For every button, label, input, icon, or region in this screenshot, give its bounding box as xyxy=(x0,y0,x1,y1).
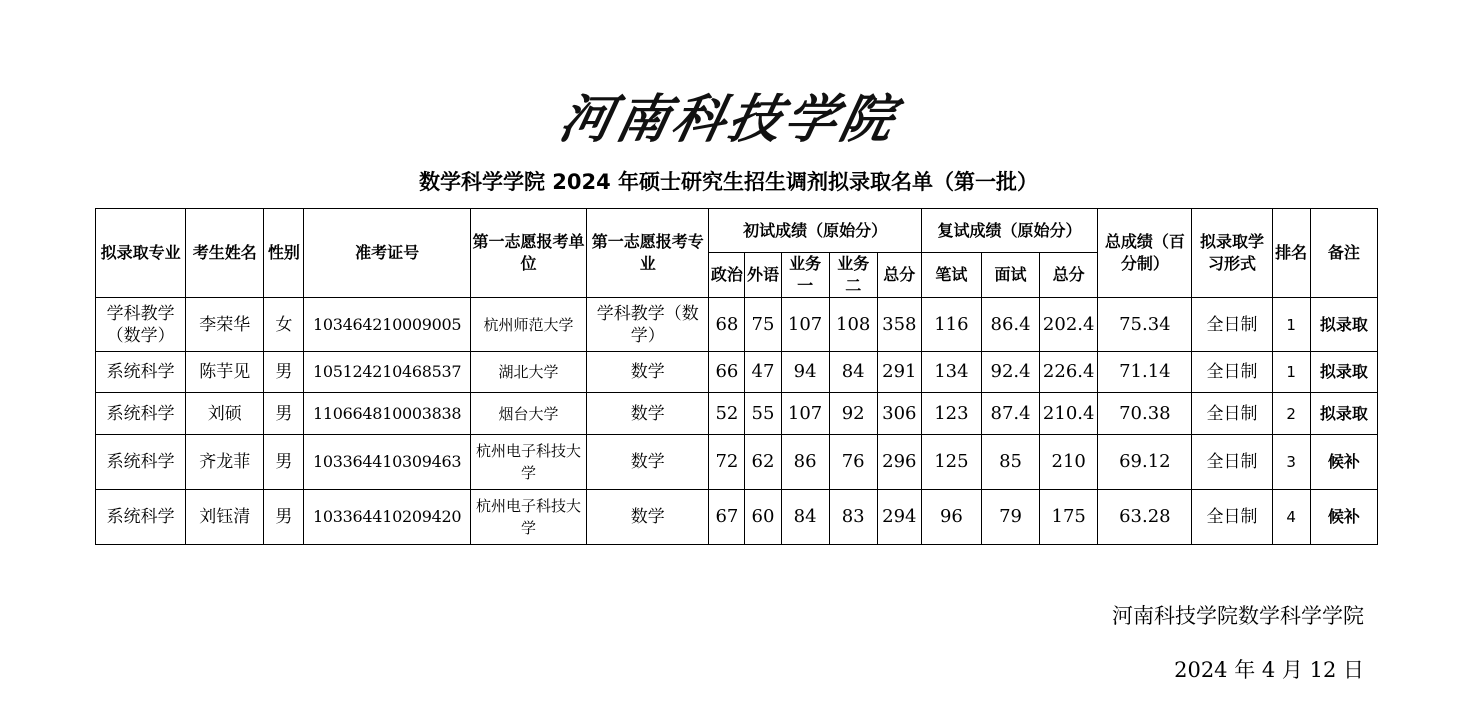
cell-major: 学科教学（数学） xyxy=(96,298,186,352)
cell-written: 125 xyxy=(921,435,981,490)
header-rank: 排名 xyxy=(1272,209,1310,298)
cell-foreign: 47 xyxy=(745,352,781,393)
cell-study-mode: 全日制 xyxy=(1192,490,1272,545)
header-politics: 政治 xyxy=(709,253,745,298)
cell-retest-total: 210 xyxy=(1040,435,1098,490)
cell-written: 116 xyxy=(921,298,981,352)
cell-subject2: 108 xyxy=(829,298,877,352)
header-study-mode: 拟录取学习形式 xyxy=(1192,209,1272,298)
header-gender: 性别 xyxy=(264,209,304,298)
cell-name: 李荣华 xyxy=(186,298,264,352)
header-name: 考生姓名 xyxy=(186,209,264,298)
cell-first-major: 数学 xyxy=(587,490,709,545)
cell-politics: 72 xyxy=(709,435,745,490)
cell-gender: 男 xyxy=(264,435,304,490)
cell-retest-total: 175 xyxy=(1040,490,1098,545)
cell-written: 96 xyxy=(921,490,981,545)
cell-first-unit: 杭州师范大学 xyxy=(470,298,586,352)
cell-total-score: 71.14 xyxy=(1098,352,1192,393)
cell-first-unit: 杭州电子科技大学 xyxy=(470,435,586,490)
cell-prelim-total: 358 xyxy=(877,298,921,352)
cell-rank: 1 xyxy=(1272,352,1310,393)
header-prelim-group: 初试成绩（原始分） xyxy=(709,209,921,253)
admission-table xyxy=(95,208,1378,545)
header-foreign: 外语 xyxy=(745,253,781,298)
header-retest-group: 复试成绩（原始分） xyxy=(921,209,1097,253)
cell-retest-total: 210.4 xyxy=(1040,393,1098,435)
header-major: 拟录取专业 xyxy=(96,209,186,298)
cell-prelim-total: 296 xyxy=(877,435,921,490)
cell-rank: 2 xyxy=(1272,393,1310,435)
cell-name: 齐龙菲 xyxy=(186,435,264,490)
cell-first-unit: 湖北大学 xyxy=(470,352,586,393)
cell-exam-id: 103364410309463 xyxy=(304,435,470,490)
cell-subject1: 107 xyxy=(781,298,829,352)
header-interview: 面试 xyxy=(981,253,1039,298)
cell-first-major: 学科教学（数学） xyxy=(587,298,709,352)
cell-retest-total: 202.4 xyxy=(1040,298,1098,352)
header-total-score: 总成绩（百分制） xyxy=(1098,209,1192,298)
header-exam-id: 准考证号 xyxy=(304,209,470,298)
page-title: 数学科学学院 2024 年硕士研究生招生调剂拟录取名单（第一批） xyxy=(418,170,1039,194)
cell-interview: 85 xyxy=(981,435,1039,490)
cell-subject1: 107 xyxy=(781,393,829,435)
school-logo xyxy=(552,78,907,150)
cell-study-mode: 全日制 xyxy=(1192,298,1272,352)
cell-remark: 拟录取 xyxy=(1310,298,1377,352)
cell-study-mode: 全日制 xyxy=(1192,435,1272,490)
cell-subject2: 83 xyxy=(829,490,877,545)
cell-first-major: 数学 xyxy=(587,393,709,435)
cell-subject2: 76 xyxy=(829,435,877,490)
cell-total-score: 63.28 xyxy=(1098,490,1192,545)
cell-gender: 男 xyxy=(264,352,304,393)
cell-study-mode: 全日制 xyxy=(1192,393,1272,435)
cell-subject1: 94 xyxy=(781,352,829,393)
cell-study-mode: 全日制 xyxy=(1192,352,1272,393)
table-row xyxy=(96,352,1378,393)
cell-subject1: 86 xyxy=(781,435,829,490)
cell-name: 刘钰清 xyxy=(186,490,264,545)
cell-exam-id: 110664810003838 xyxy=(304,393,470,435)
cell-total-score: 70.38 xyxy=(1098,393,1192,435)
cell-foreign: 55 xyxy=(745,393,781,435)
header-retest-total: 总分 xyxy=(1040,253,1098,298)
cell-gender: 男 xyxy=(264,393,304,435)
cell-politics: 68 xyxy=(709,298,745,352)
header-subject2: 业务二 xyxy=(829,253,877,298)
cell-prelim-total: 294 xyxy=(877,490,921,545)
cell-retest-total: 226.4 xyxy=(1040,352,1098,393)
cell-foreign: 60 xyxy=(745,490,781,545)
cell-subject1: 84 xyxy=(781,490,829,545)
cell-rank: 3 xyxy=(1272,435,1310,490)
table-row xyxy=(96,435,1378,490)
cell-prelim-total: 306 xyxy=(877,393,921,435)
cell-first-major: 数学 xyxy=(587,352,709,393)
cell-politics: 66 xyxy=(709,352,745,393)
header-remark: 备注 xyxy=(1310,209,1377,298)
cell-interview: 87.4 xyxy=(981,393,1039,435)
cell-interview: 92.4 xyxy=(981,352,1039,393)
cell-subject2: 92 xyxy=(829,393,877,435)
cell-interview: 79 xyxy=(981,490,1039,545)
cell-total-score: 75.34 xyxy=(1098,298,1192,352)
cell-remark: 拟录取 xyxy=(1310,393,1377,435)
cell-first-major: 数学 xyxy=(587,435,709,490)
cell-major: 系统科学 xyxy=(96,352,186,393)
cell-foreign: 62 xyxy=(745,435,781,490)
cell-prelim-total: 291 xyxy=(877,352,921,393)
cell-name: 陈芋见 xyxy=(186,352,264,393)
cell-major: 系统科学 xyxy=(96,490,186,545)
cell-subject2: 84 xyxy=(829,352,877,393)
table-row xyxy=(96,298,1378,352)
cell-major: 系统科学 xyxy=(96,435,186,490)
cell-major: 系统科学 xyxy=(96,393,186,435)
cell-name: 刘硕 xyxy=(186,393,264,435)
cell-gender: 女 xyxy=(264,298,304,352)
cell-exam-id: 103464210009005 xyxy=(304,298,470,352)
header-subject1: 业务一 xyxy=(781,253,829,298)
cell-exam-id: 105124210468537 xyxy=(304,352,470,393)
footer-date: 2024 年 4 月 12 日 xyxy=(1174,658,1364,682)
cell-remark: 候补 xyxy=(1310,490,1377,545)
cell-written: 134 xyxy=(921,352,981,393)
header-prelim-total: 总分 xyxy=(877,253,921,298)
footer-organization: 河南科技学院数学科学学院 xyxy=(1112,604,1364,628)
header-first-major: 第一志愿报考专业 xyxy=(587,209,709,298)
header-row-1 xyxy=(96,209,1378,253)
cell-politics: 67 xyxy=(709,490,745,545)
cell-written: 123 xyxy=(921,393,981,435)
cell-rank: 4 xyxy=(1272,490,1310,545)
table-row xyxy=(96,393,1378,435)
header-first-unit: 第一志愿报考单位 xyxy=(470,209,586,298)
cell-interview: 86.4 xyxy=(981,298,1039,352)
cell-rank: 1 xyxy=(1272,298,1310,352)
cell-first-unit: 杭州电子科技大学 xyxy=(470,490,586,545)
cell-total-score: 69.12 xyxy=(1098,435,1192,490)
logo-calligraphy: 河南科技学院 xyxy=(554,88,904,150)
cell-politics: 52 xyxy=(709,393,745,435)
cell-remark: 候补 xyxy=(1310,435,1377,490)
table-row xyxy=(96,490,1378,545)
header-written: 笔试 xyxy=(921,253,981,298)
cell-gender: 男 xyxy=(264,490,304,545)
cell-foreign: 75 xyxy=(745,298,781,352)
cell-first-unit: 烟台大学 xyxy=(470,393,586,435)
cell-remark: 拟录取 xyxy=(1310,352,1377,393)
cell-exam-id: 103364410209420 xyxy=(304,490,470,545)
